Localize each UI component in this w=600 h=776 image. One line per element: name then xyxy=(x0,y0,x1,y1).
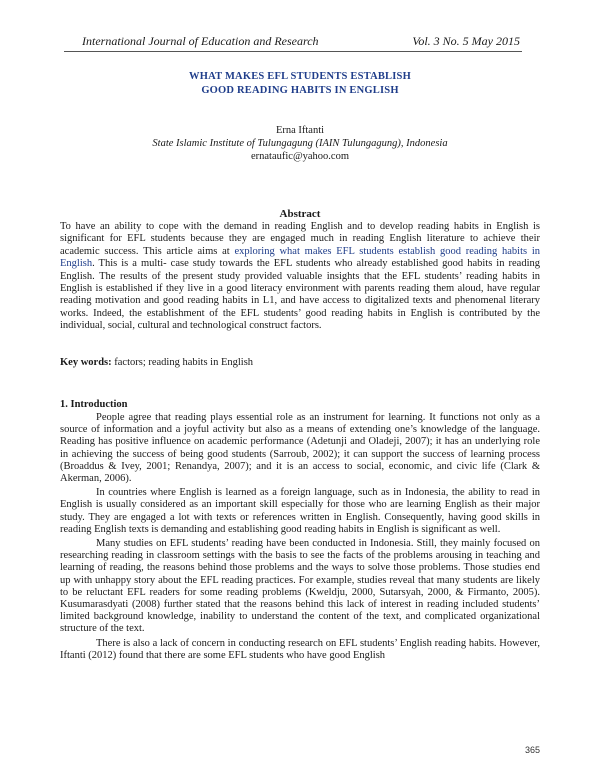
paragraph: There is also a lack of concern in conducting research on EFL students’ English reading habits. However, Iftanti (2012) found that there are some EFL students who have good English xyxy=(60,637,540,661)
page-number: 365 xyxy=(524,745,540,755)
section-heading-introduction: 1. Introduction xyxy=(60,399,128,410)
author-affiliation: State Islamic Institute of Tulungagung (IAIN Tulungagung), Indonesia xyxy=(152,138,448,149)
abstract-heading: Abstract xyxy=(279,208,321,220)
header-rule xyxy=(64,51,522,52)
paragraph: People agree that reading plays essential role as an instrument for learning. It functions not only as a source of information and a joyful activity but also as a means of extending one’s knowledge of the language. Reading has positive influence on academic performance (Adetunji and Oladeji, 2007); it has an underlying role in achieving the success of being good students (Sarroub, 2002); it can support the success of learning process (Broaddus & Ivey, 2001; Renandya, 2007); and it is an access to social, economic, and civic life (Clark & Akerman, 2006). xyxy=(60,412,540,485)
author-name: Erna Iftanti xyxy=(275,125,325,136)
abstract-link[interactable]: exploring what makes EFL students establish good reading habits in English xyxy=(60,245,540,270)
author-block xyxy=(70,124,530,163)
title-line-2: GOOD READING HABITS IN ENGLISH xyxy=(201,85,399,96)
paragraph: In countries where English is learned as a foreign language, such as in Indonesia, the ability to read in English is usually considered as an important skill especially for those who are learning English as their major study. They are engaged a lot with texts or references written in English. Consequently, having good skills in reading English texts is demanding and establishing good reading habits in English is significant as well. xyxy=(60,487,540,535)
running-header xyxy=(64,34,522,50)
keywords-label: Key words: xyxy=(60,357,112,368)
author-email: ernataufic@yahoo.com xyxy=(250,151,349,162)
keywords-value: factors; reading habits in English xyxy=(111,357,254,368)
paper-title xyxy=(70,70,530,98)
abstract-text-part-2: . This is a multi- case study towards the EFL students who already established good habits in reading English. The results of the present study provided valuable insights that the EFL students’ reading habits in English is established if they live in a good literacy environment with parents reading them aloud, have regular reading motivation and good reading habits in L1, and have access to digitalized texts and phenomenal literary works. Indeed, the establishment of the EFL students’ good reading habits in English is contributed by the individual, social, cultural and technological construct factors. xyxy=(60,258,540,332)
journal-name: International Journal of Education and Research xyxy=(82,34,319,48)
introduction-body xyxy=(60,412,540,664)
abstract-text xyxy=(60,221,540,333)
paragraph: Many studies on EFL students’ reading have been conducted in Indonesia. Still, they mainly focused on researching reading in classroom settings with the basis to see the facts of the problems arousing in teaching and learning of reading, the reasons behind those problems and the ways to solve those problems. Those studies end up with unhappy story about the EFL reading practices. For example, studies reveal that many students are likely to be reluctant EFL readers for some reading problems (Kweldju, 2000, Sutarsyah, 2000, & Firmanto, 2005). Kusumarasdyati (2008) further stated that the reasons behind this lack of interest in reading included students’ limited background knowledge, inability to understand the content of the text, and complicated organizational structure of the text. xyxy=(60,538,540,635)
volume-issue: Vol. 3 No. 5 May 2015 xyxy=(412,34,520,48)
abstract-text-part-1: To have an ability to cope with the demand in reading English and to develop reading habits in English is significant for EFL students because they are engaged much in reading English literature to achieve their academic success. This article aims at xyxy=(60,221,540,257)
title-line-1: WHAT MAKES EFL STUDENTS ESTABLISH xyxy=(189,71,411,82)
keywords xyxy=(60,357,540,369)
